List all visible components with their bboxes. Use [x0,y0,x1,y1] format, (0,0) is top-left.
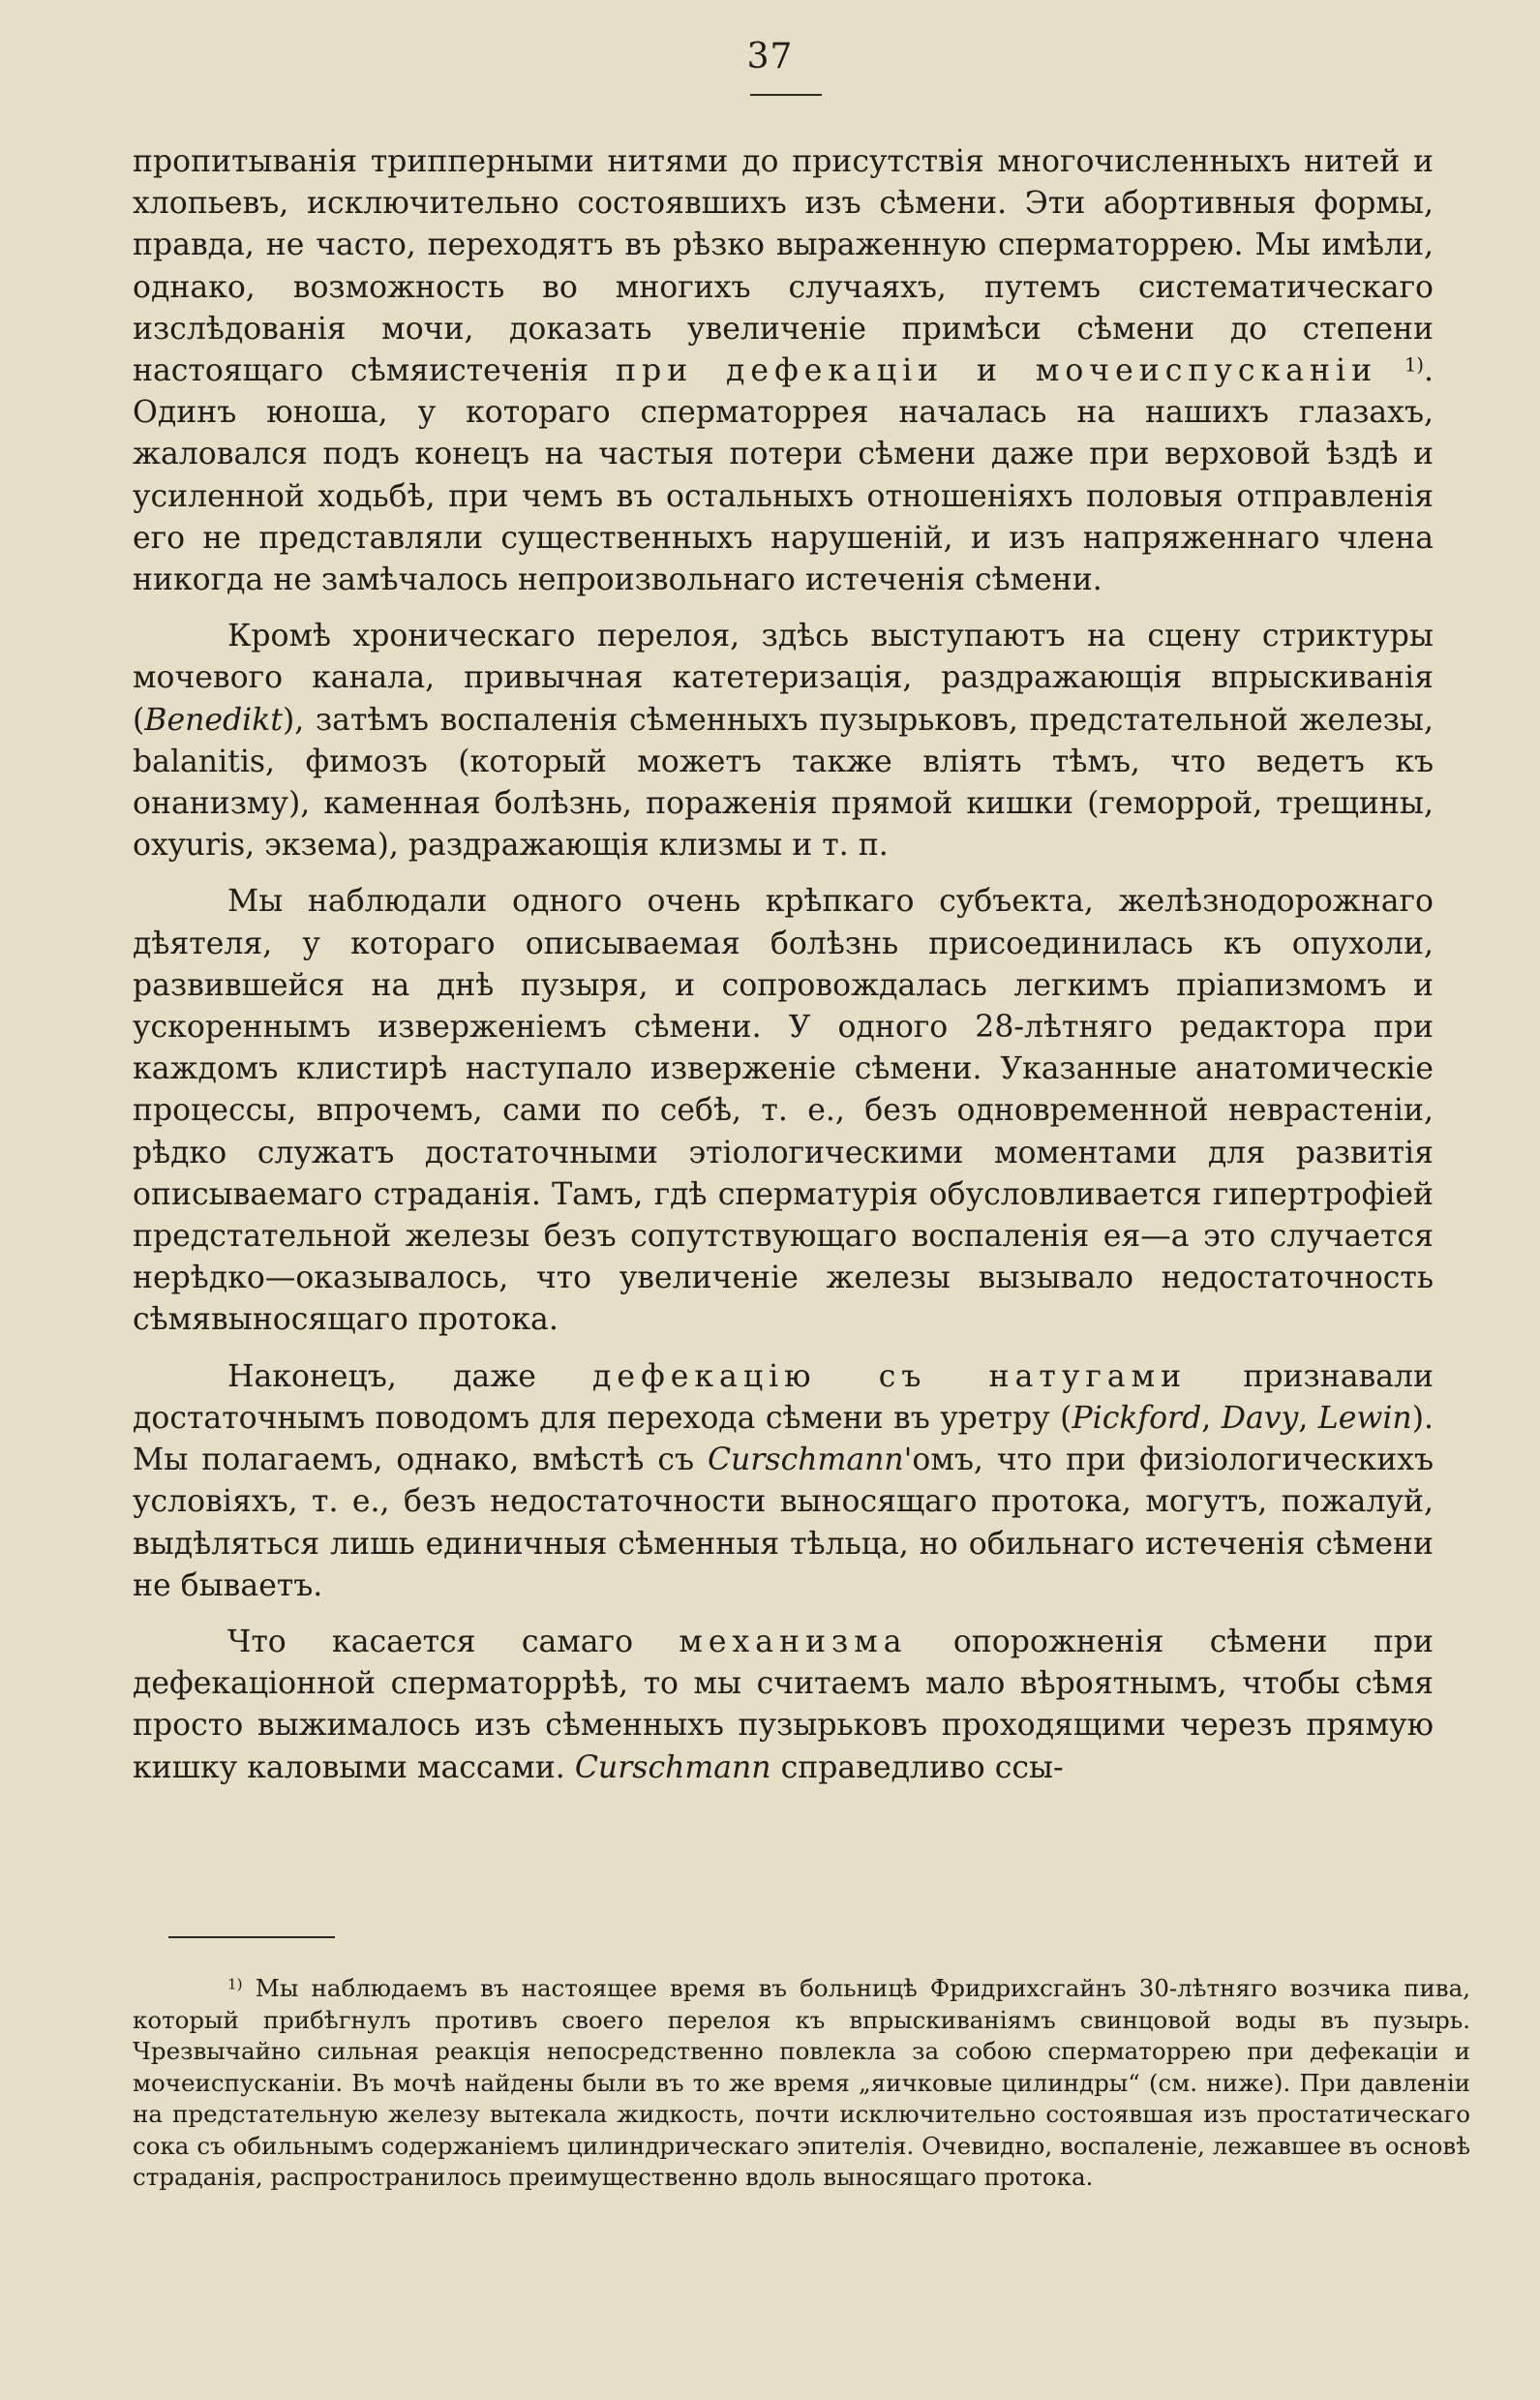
author-name: Curschmann [574,1749,771,1785]
footnote [133,1973,1470,2194]
main-text [133,141,1434,1804]
footnote-reference: 1) [227,1975,243,1993]
text-run [1377,353,1404,388]
text-run: 'омъ, что при физіологическихъ условіяхъ, т. е., безъ недостаточности выносящаго протока, могутъ, пожалуй, выдѣляться лишь единичныя сѣменныя тѣльца, но обильнаго истеченія сѣмени не бываетъ. [133,1443,1434,1603]
text-run: пропитыванія трипперными нитями до присутствія многочисленныхъ нитей и хлопьевъ, исключительно состоявшихъ изъ сѣмени. Эти абортивныя формы, правда, не часто, переходятъ въ рѣзко выраженную сперматоррею. Мы имѣли, однако, возможность во многихъ случаяхъ, путемъ систематическаго изслѣдованія мочи, доказать увеличеніе примѣси сѣмени до степени настоящаго сѣмяистеченія [133,144,1434,389]
spaced-emphasis: при дефекаціи и мочеиспусканіи [616,353,1378,389]
text-run: , [1201,1400,1222,1436]
text-run: ). Мы полагаемъ, однако, вмѣстѣ съ [133,1400,1434,1478]
text-run: , [1298,1400,1318,1436]
text-run: справедливо ссы- [770,1749,1064,1785]
paragraph [133,141,1434,601]
footnote-reference: 1) [1404,353,1424,377]
text-run: Кромѣ хроническаго перелоя, здѣсь выступаютъ на сцену стриктуры мочевого канала, привычная катетеризація, раздражающія впрыскиванія ( [133,619,1434,738]
author-name: Curschmann [707,1443,904,1478]
spaced-emphasis: механизма [679,1624,908,1659]
paragraph [133,616,1434,866]
author-name: Lewin [1317,1400,1412,1436]
author-name: Davy [1221,1400,1299,1436]
text-run: Мы наблюдаемъ въ настоящее время въ больницѣ Фридрихсгайнъ 30-лѣтняго возчика пива, который прибѣгнулъ противъ своего перелоя къ впрыскиваніямъ свинцовой воды въ пузырь. Чрезвычайно сильная реакція непосредственно повлекла за собою сперматоррею при дефекаціи и мочеиспусканіи. Въ мочѣ найдены были въ то же время „яичковые цилиндры“ (см. ниже). При давленіи на предстательную железу вытекала жидкость, почти исключительно состоявшая изъ простатическаго сока съ обильнымъ содержаніемъ цилиндрическаго эпителія. Очевидно, воспаленіе, лежавшее въ основѣ страданія, распространилось преимущественно вдоль выносящаго протока. [133,1974,1470,2191]
paragraph [133,1356,1434,1607]
page-number-underline [750,94,822,96]
text-run: . Одинъ юноша, у котораго сперматоррея началась на нашихъ глазахъ, жаловался подъ конецъ на частыя потери сѣмени даже при верховой ѣздѣ и усиленной ходьбѣ, при чемъ въ остальныхъ отношеніяхъ половыя отправленія его не представляли существенныхъ нарушеній, и изъ напряженнаго члена никогда не замѣчалось непроизвольнаго истеченія сѣмени. [133,353,1434,598]
author-name: Pickford [1072,1400,1202,1436]
footnote-separator [168,1936,335,1938]
footnotes [133,1973,1470,2194]
author-name: Benedikt [144,702,284,738]
text-run: Мы наблюдали одного очень крѣпкаго субъекта, желѣзнодорожнаго дѣятеля, у котораго описываемая болѣзнь присоединилась къ опухоли, развившейся на днѣ пузыря, и сопровождалась легкимъ пріапизмомъ и ускореннымъ изверженіемъ сѣмени. У одного 28-лѣтняго редактора при каждомъ клистирѣ наступало изверженіе сѣмени. Указанные анатомическіе процессы, впрочемъ, сами по себѣ, т. е., безъ одновременной неврастеніи, рѣдко служатъ достаточными этіологическими моментами для развитія описываемаго страданія. Тамъ, гдѣ сперматурія обусловливается гипертрофіей предстательной железы безъ сопутствующаго воспаленія ея—а это случается нерѣдко—оказывалось, что увеличеніе железы вызывало недостаточность сѣмявыносящаго протока. [133,884,1434,1338]
paragraph [133,1622,1434,1789]
text-run: Наконецъ, даже [227,1358,593,1394]
paragraph [133,881,1434,1341]
page-number: 37 [746,37,794,76]
text-run: Что касается самаго [227,1624,679,1659]
text-run: ), затѣмъ воспаленія сѣменныхъ пузырьковъ, предстательной железы, balanitis, фимозъ (который можетъ также влiять тѣмъ, что ведетъ къ онанизму), каменная болѣзнь, пораженія прямой кишки (геморрой, трещины, oxyuris, экзема), раздражающія клизмы и т. п. [133,702,1434,864]
text-run: признавали достаточнымъ поводомъ для перехода сѣмени въ уретру ( [133,1358,1434,1436]
text-run: опорожненія сѣмени при дефекаціонной сперматоррѣѣ, то мы считаемъ мало вѣроятнымъ, чтобы сѣмя просто выжималось изъ сѣменныхъ пузырьковъ проходящими черезъ прямую кишку каловыми массами. [133,1624,1434,1785]
spaced-emphasis: дефекацію съ натугами [592,1358,1188,1394]
